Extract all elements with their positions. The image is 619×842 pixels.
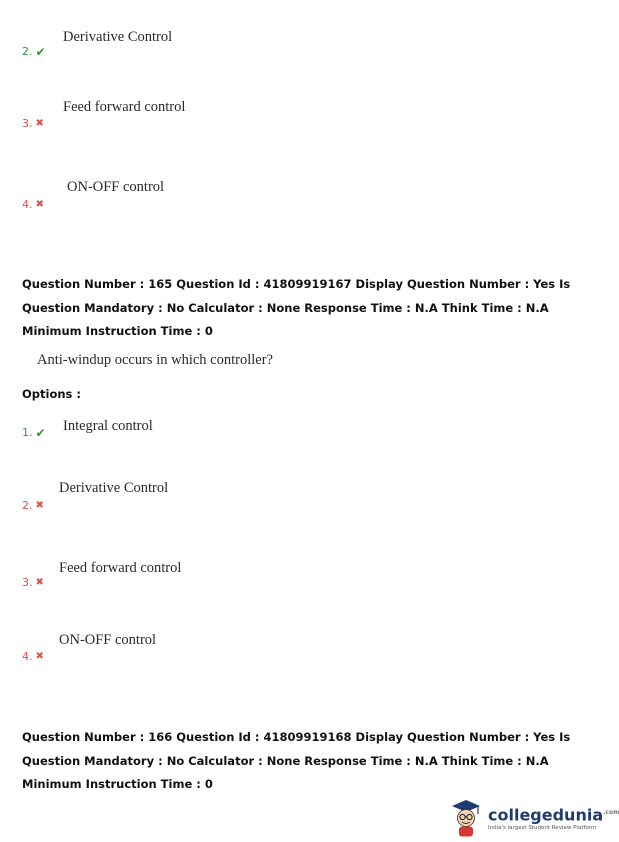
- option-number-correct: [22, 426, 46, 440]
- option-number: 4.: [22, 198, 33, 211]
- cross-icon: ✖: [35, 500, 44, 511]
- option-text: ON-OFF control: [59, 632, 157, 648]
- option-number: 3.: [22, 117, 33, 130]
- option-text: Integral control: [63, 418, 153, 434]
- options-label: Options :: [22, 387, 81, 401]
- option-text: Feed forward control: [63, 99, 186, 115]
- logo-tagline: India's largest Student Review Platform: [488, 824, 597, 831]
- option-number: 3.: [22, 576, 33, 589]
- option-text: Derivative Control: [63, 29, 173, 45]
- option-number-wrong: [22, 576, 44, 590]
- cross-icon: ✖: [35, 118, 44, 129]
- option-number-wrong: [22, 117, 44, 131]
- option-text: Derivative Control: [59, 480, 169, 496]
- student-mascot-icon: [448, 797, 484, 839]
- question-meta: Question Number : 166 Question Id : 41809919168 Display Question Number : Yes Is Question Mandatory : No Calculator : None Response Time : N.A Think Time : N.A Minimum Instruction Time : 0: [22, 730, 571, 791]
- option-number-wrong: [22, 198, 44, 212]
- option-text: ON-OFF control: [67, 179, 165, 195]
- cross-icon: ✖: [35, 651, 44, 662]
- option-number: 1.: [22, 426, 33, 439]
- option-number-correct: [22, 45, 46, 59]
- cross-icon: ✖: [35, 199, 44, 210]
- logo-name: collegedunia$^{.com}$: [488, 805, 619, 825]
- question-text: Anti-windup occurs in which controller?: [37, 352, 273, 368]
- cross-icon: ✖: [35, 577, 44, 588]
- question-meta: Question Number : 165 Question Id : 41809919167 Display Question Number : Yes Is Question Mandatory : No Calculator : None Response Time : N.A Think Time : N.A Minimum Instruction Time : 0: [22, 277, 571, 338]
- option-number-wrong: [22, 650, 44, 664]
- check-icon: ✔: [35, 426, 46, 440]
- option-text: Feed forward control: [59, 560, 182, 576]
- option-number: 2.: [22, 499, 33, 512]
- option-number: 2.: [22, 45, 33, 58]
- option-number: 4.: [22, 650, 33, 663]
- collegedunia-logo: [448, 797, 619, 839]
- option-number-wrong: [22, 499, 44, 513]
- check-icon: ✔: [35, 45, 46, 59]
